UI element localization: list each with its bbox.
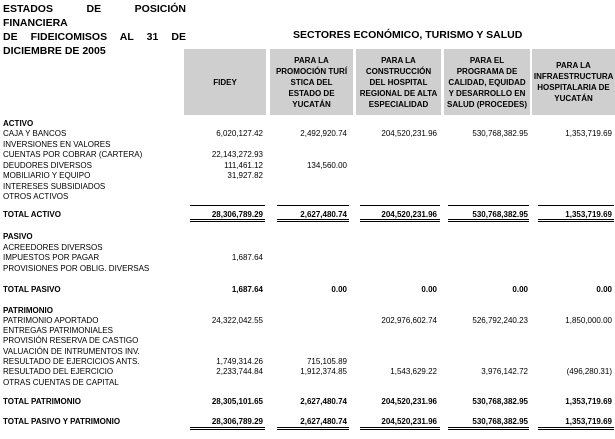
sector-title: SECTORES ECONÓMICO, TURISMO Y SALUD bbox=[293, 29, 523, 41]
table-row: PROVISIONES POR OBLIG. DIVERSAS bbox=[3, 264, 150, 273]
table-row: MOBILIARIO Y EQUIPO 31,927.82 bbox=[3, 171, 263, 180]
double-underline bbox=[360, 219, 440, 222]
table-row: OTROS ACTIVOS bbox=[3, 192, 69, 201]
total-row-pasivo-y-patrimonio: TOTAL PASIVO Y PATRIMONIO 28,306,789.29 2,627,480.74 204,520,231.96 530,768,382.95 1,353,719.69 bbox=[3, 417, 612, 426]
report-title bbox=[3, 2, 186, 58]
column-header-procedes: PARA EL PROGRAMA DE CALIDAD, EQUIDAD Y DESARROLLO EN SALUD (PROCEDES) bbox=[444, 49, 530, 115]
table-row: INVERSIONES EN VALORES bbox=[3, 140, 111, 149]
table-row: RESULTADO DEL EJERCICIO 2,233,744.84 1,912,374.85 1,543,629.22 3,976,142.72 (496,280.31) bbox=[3, 367, 612, 376]
table-row: INTERESES SUBSIDIADOS bbox=[3, 182, 106, 191]
title-line-1: ESTADOS DE POSICIÓN FINANCIERA bbox=[3, 3, 186, 29]
underline bbox=[190, 205, 265, 206]
table-row: ACREEDORES DIVERSOS bbox=[3, 243, 103, 252]
underline bbox=[277, 205, 349, 206]
total-row-patrimonio: TOTAL PATRIMONIO 28,305,101.65 2,627,480.74 204,520,231.96 530,768,382.95 1,353,719.69 bbox=[3, 397, 612, 406]
column-header-fidey: FIDEY bbox=[184, 49, 266, 115]
table-row: PATRIMONIO APORTADO 24,322,042.55 202,976,602.74 526,792,240.23 1,850,000.00 bbox=[3, 316, 612, 325]
table-row: OTRAS CUENTAS DE CAPITAL bbox=[3, 378, 119, 387]
column-header-promocion-turistica: PARA LA PROMOCIÓN TURÍ STICA DEL ESTADO DE YUCATÁN bbox=[270, 49, 353, 115]
section-heading-patrimonio: PATRIMONIO bbox=[3, 306, 53, 315]
double-underline bbox=[538, 219, 614, 222]
section-heading-activo: ACTIVO bbox=[3, 119, 34, 128]
double-underline bbox=[448, 219, 529, 222]
table-row: VALUACIÓN DE INTRUMENTOS INV. bbox=[3, 347, 140, 356]
double-underline bbox=[277, 219, 349, 222]
underline bbox=[538, 205, 614, 206]
table-row: DEUDORES DIVERSOS 111,461.12 134,560.00 bbox=[3, 161, 347, 170]
title-line-2: DE FIDEICOMISOS AL 31 DE bbox=[3, 31, 186, 43]
table-row: IMPUESTOS POR PAGAR 1,687.64 bbox=[3, 253, 263, 262]
table-row: ENTREGAS PATRIMONIALES bbox=[3, 326, 113, 335]
double-underline bbox=[277, 427, 349, 430]
table-row: CUENTAS POR COBRAR (CARTERA) 22,143,272.93 bbox=[3, 150, 263, 159]
table-row: CAJA Y BANCOS 6,020,127.42 2,492,920.74 204,520,231.96 530,768,382.95 1,353,719.69 bbox=[3, 129, 612, 138]
double-underline bbox=[538, 427, 614, 430]
double-underline bbox=[360, 427, 440, 430]
table-row: PROVISIÓN RESERVA DE CASTIGO bbox=[3, 336, 139, 345]
double-underline bbox=[190, 427, 265, 430]
underline bbox=[360, 205, 440, 206]
total-row-pasivo: TOTAL PASIVO 1,687.64 0.00 0.00 0.00 0.00 bbox=[3, 285, 612, 294]
title-line-3: DICIEMBRE DE 2005 bbox=[3, 45, 106, 57]
column-header-hospital-regional: PARA LA CONSTRUCCIÓN DEL HOSPITAL REGIONAL DE ALTA ESPECIALIDAD bbox=[356, 49, 441, 115]
table-row: RESULTADO DE EJERCICIOS ANTS. 1,749,314.26 715,105.89 bbox=[3, 357, 347, 366]
total-row-activo: TOTAL ACTIVO 28,306,789.29 2,627,480.74 204,520,231.96 530,768,382.95 1,353,719.69 bbox=[3, 210, 612, 219]
double-underline bbox=[190, 219, 265, 222]
double-underline bbox=[448, 427, 529, 430]
underline bbox=[448, 205, 529, 206]
section-heading-pasivo: PASIVO bbox=[3, 232, 33, 241]
column-header-infraestructura-hospitalaria: PARA LA INFRAESTRUCTURA HOSPITALARIA DE YUCATÁN bbox=[532, 49, 615, 115]
